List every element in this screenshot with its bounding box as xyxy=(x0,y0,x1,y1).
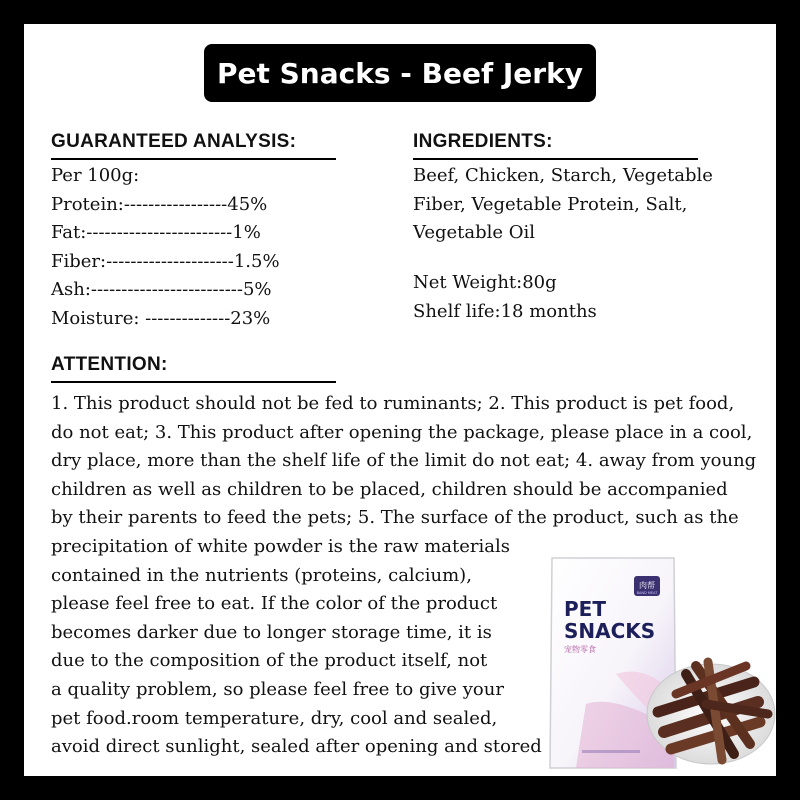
analysis-line: Protein:-----------------45% xyxy=(51,193,268,215)
analysis-line: Ash:-------------------------5% xyxy=(51,279,272,301)
analysis-heading: GUARANTEED ANALYSIS: xyxy=(51,131,336,160)
attention-line: a quality problem, so please feel free to give your xyxy=(51,678,504,700)
brand-badge-subtext: BAND MEAT xyxy=(636,591,658,595)
attention-text xyxy=(51,390,763,533)
attention-line: contained in the nutrients (proteins, calcium), xyxy=(51,564,472,586)
attention-line: avoid direct sunlight, sealed after opening and stored xyxy=(51,736,542,758)
content-panel xyxy=(24,24,776,776)
attention-line: becomes darker due to longer storage time, it is xyxy=(51,621,492,643)
attention-line: by their parents to feed the pets; 5. The surface of the product, such as the xyxy=(51,507,739,529)
bag-title-line2: SNACKS xyxy=(564,619,656,643)
ingredients-list xyxy=(413,162,743,248)
ingredients-heading: INGREDIENTS: xyxy=(413,131,698,160)
attention-line: do not eat; 3. This product after opening the package, please place in a cool, xyxy=(51,421,753,443)
analysis-line: Fat:------------------------1% xyxy=(51,222,261,244)
ingredients-line: Fiber, Vegetable Protein, Salt, xyxy=(413,193,688,215)
attention-line: precipitation of white powder is the raw materials xyxy=(51,536,511,557)
attention-line: 1. This product should not be fed to ruminants; 2. This product is pet food, xyxy=(51,393,735,414)
ingredients-line: Beef, Chicken, Starch, Vegetable xyxy=(413,165,713,186)
ingredients-line: Vegetable Oil xyxy=(413,222,536,244)
attention-line: pet food.room temperature, dry, cool and sealed, xyxy=(51,707,498,729)
attention-line: children as well as children to be placed, children should be accompanied xyxy=(51,478,728,500)
analysis-line: Fiber:---------------------1.5% xyxy=(51,250,280,272)
bag-title-line1: PET xyxy=(564,597,606,621)
product-info xyxy=(413,269,743,326)
net-weight: Net Weight:80g xyxy=(413,272,557,293)
brand-badge-text: 肉帮 xyxy=(639,581,655,590)
shelf-life: Shelf life:18 months xyxy=(413,300,597,322)
analysis-line: Per 100g: xyxy=(51,165,140,186)
attention-line: please feel free to eat. If the color of the product xyxy=(51,593,498,615)
title-text: Pet Snacks - Beef Jerky xyxy=(217,56,583,90)
analysis-list xyxy=(51,162,391,334)
attention-line: due to the composition of the product itself, not xyxy=(51,650,488,672)
page-title xyxy=(204,44,596,102)
bag-subtitle: 宠物零食 xyxy=(564,645,596,654)
attention-line: dry place, more than the shelf life of the limit do not eat; 4. away from young xyxy=(51,450,757,472)
attention-heading: ATTENTION: xyxy=(51,354,336,383)
product-photo xyxy=(546,554,776,776)
attention-text-wrapped xyxy=(51,533,551,762)
analysis-line: Moisture: --------------23% xyxy=(51,307,271,329)
